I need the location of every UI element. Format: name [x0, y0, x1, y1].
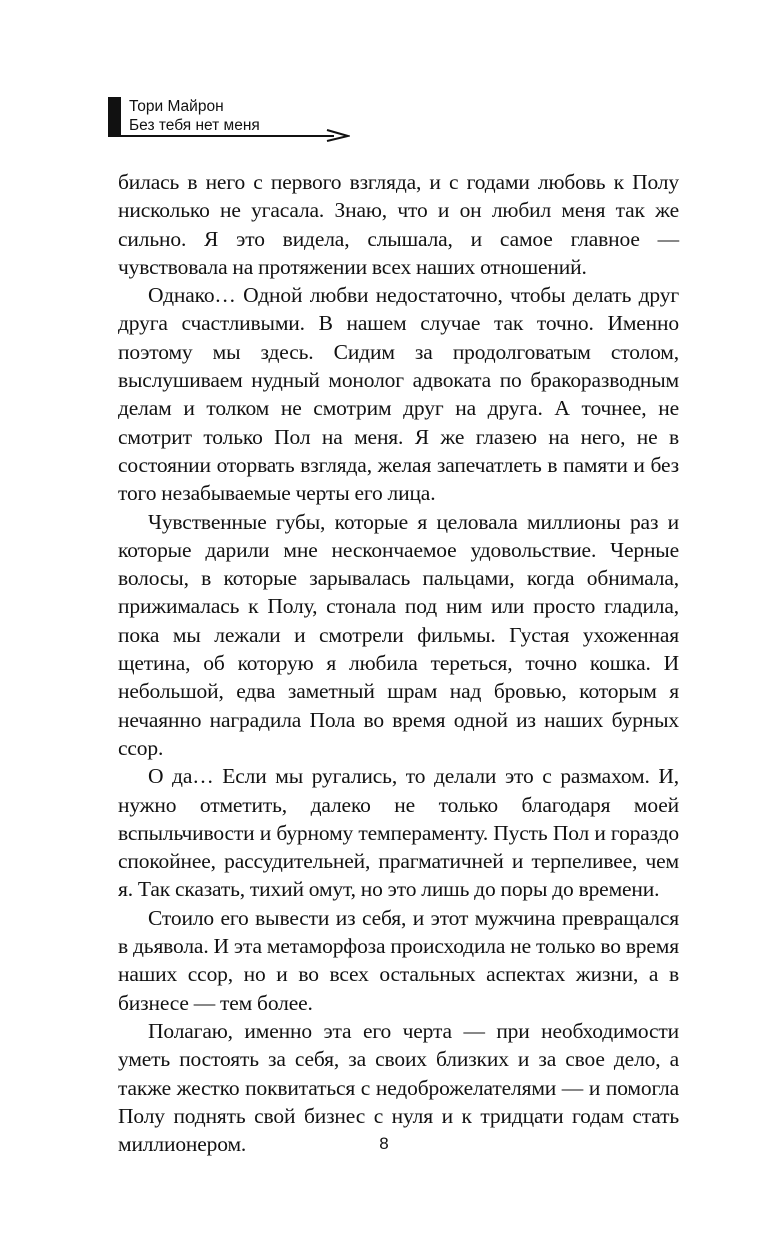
running-head-author: Тори Майрон — [129, 98, 224, 115]
paragraph: Полагаю, именно эта его черта — при необходимости уметь постоять за себя, за своих близких и за свое дело, а также жестко поквитаться с недоброжелателями — и помогла Полу поднять свой бизнес с нуля и к тридцати годам стать миллионером. — [118, 1018, 679, 1157]
paragraph: О да… Если мы ругались, то делали это с размахом. И, нужно отметить, далеко не только благодаря моей вспыльчивости и бурному темпераменту. Пусть Пол и гораздо спокойнее, рассудительней, прагматичней и терпеливее, чем я. Так сказать, тихий омут, но это лишь до поры до времени. — [118, 764, 679, 902]
paragraph: Однако… Одной любви недостаточно, чтобы делать друг друга счастливыми. В нашем случае так точно. Именно поэтому мы здесь. Сидим за продолговатым столом, выслушиваем нудный монолог адвоката по бракоразводным делам и толком не смотрим друг на друга. А точнее, не смотрит только Пол на меня. Я же глазею на него, не в состоянии оторвать взгляда, желая запечатлеть в памяти и без того незабываемые черты его лица. — [118, 283, 679, 506]
running-head — [108, 97, 348, 143]
running-head-bar — [108, 97, 121, 137]
running-head-title: Без тебя нет меня — [129, 117, 260, 134]
paragraph: Чувственные губы, которые я целовала миллионы раз и которые дарили мне нескончаемое удовольствие. Черные волосы, в которые зарывалась пальцами, когда обнимала, прижималась к Полу, стонала под ним или просто гладила, пока мы лежали и смотрели фильмы. Густая ухоженная щетина, об которую я любила тереться, точно кошка. И небольшой, едва заметный шрам над бровью, которым я нечаянно наградила Пола во время одной из наших бурных ссор. — [118, 509, 679, 760]
paragraph: Стоило его вывести из себя, и этот мужчина превращался в дьявола. И эта метаморфоза происходила не только во время наших ссор, но и во всех остальных аспектах жизни, а в бизнесе — тем более. — [118, 905, 679, 1015]
page-number: 8 — [379, 1134, 389, 1153]
page-body — [118, 168, 679, 1158]
paragraph: билась в него с первого взгляда, и с годами любовь к Полу нисколько не угасала. Знаю, что и он любил меня так же сильно. Я это видела, слышала, и самое главное — чувствовала на протяжении всех наших отношений. — [118, 170, 679, 279]
running-head-rule — [108, 135, 334, 137]
arrow-icon — [326, 128, 350, 142]
